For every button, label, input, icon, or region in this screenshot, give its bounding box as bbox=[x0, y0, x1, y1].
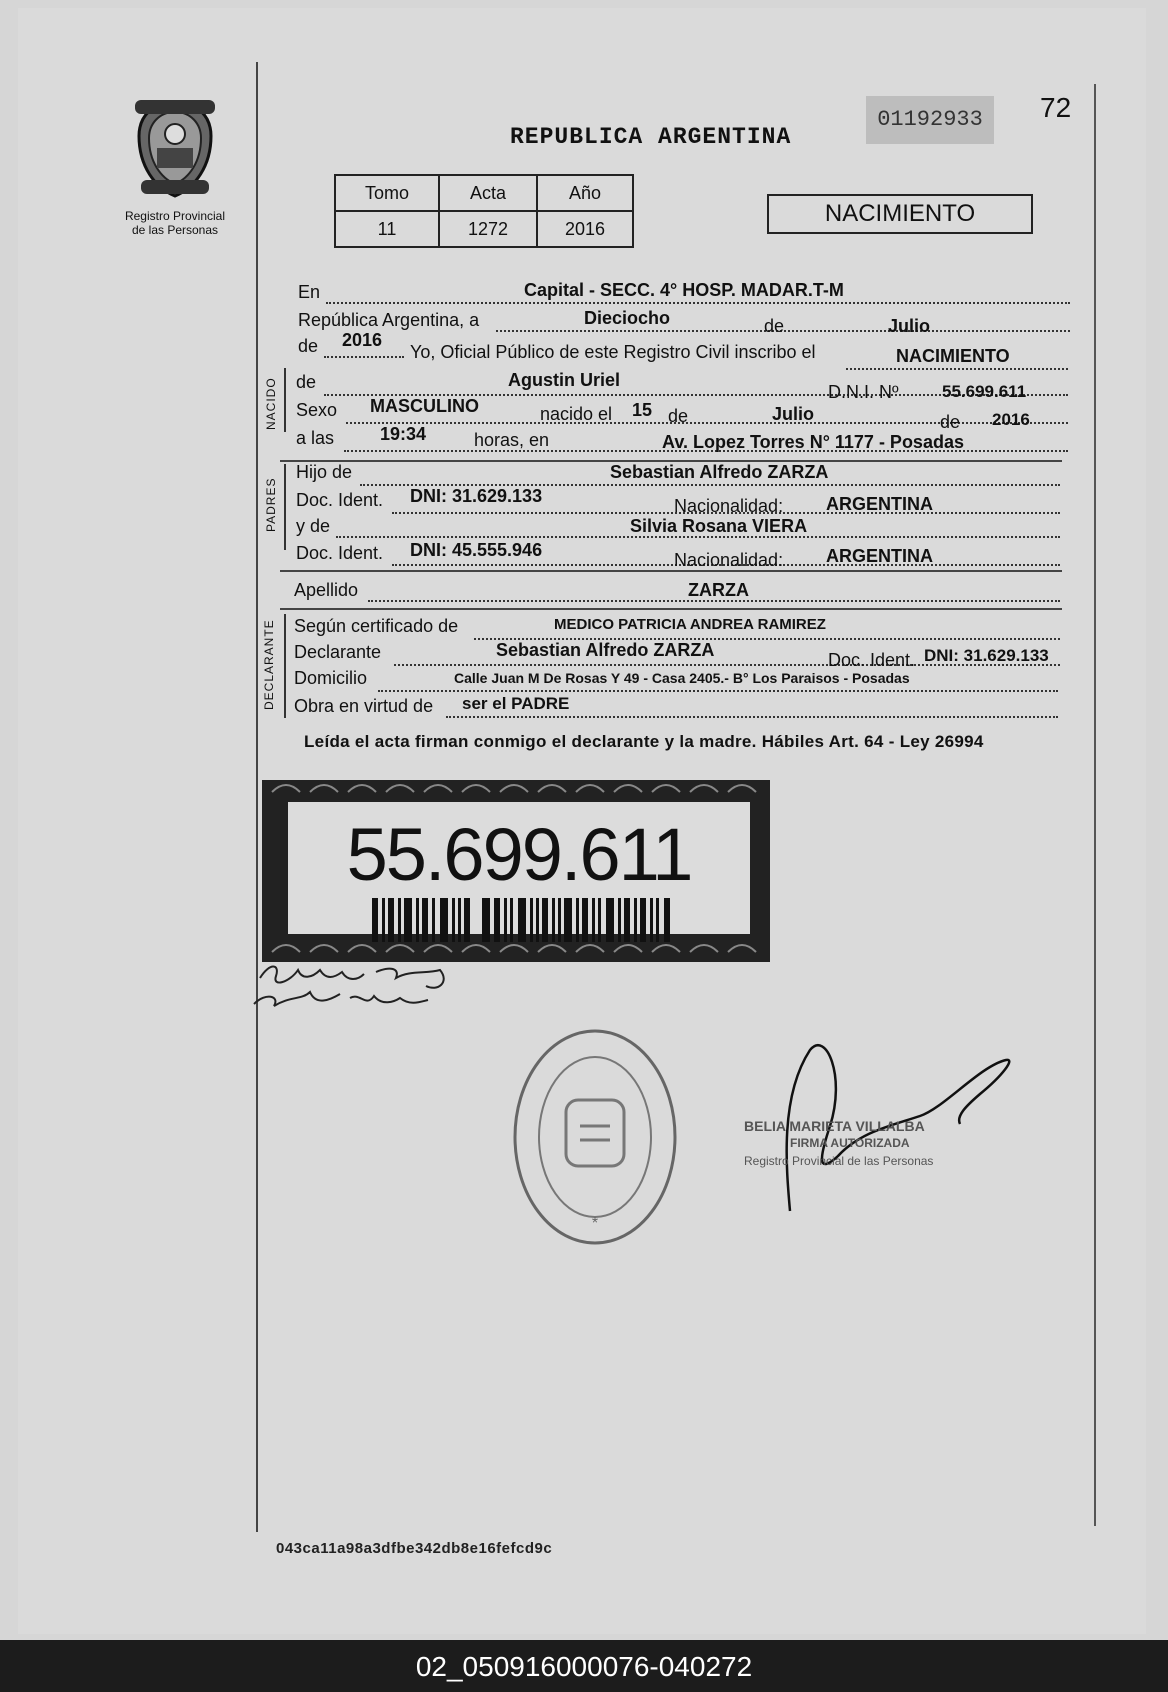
domicilio-label: Domicilio bbox=[294, 668, 368, 688]
document-title: REPUBLICA ARGENTINA bbox=[510, 124, 792, 150]
section-separator bbox=[280, 570, 1062, 572]
year-value: 2016 bbox=[342, 330, 383, 350]
logo-caption-1: Registro Provincial bbox=[124, 209, 226, 223]
declarante-value: Sebastian Alfredo ZARZA bbox=[496, 640, 715, 660]
dotted-line bbox=[378, 690, 1058, 692]
coat-of-arms-icon bbox=[125, 96, 225, 204]
acta-header: Acta bbox=[439, 175, 537, 211]
padres-bar bbox=[284, 464, 286, 550]
en-label: En bbox=[298, 282, 321, 302]
y-de-label: y de bbox=[296, 516, 331, 536]
sexo-label: Sexo bbox=[296, 400, 338, 420]
declarante-side-label: DECLARANTE bbox=[262, 619, 276, 710]
en-value: Capital - SECC. 4° HOSP. MADAR.T-M bbox=[524, 280, 844, 300]
doc3-value: DNI: 31.629.133 bbox=[924, 646, 1049, 665]
apellido-label: Apellido bbox=[294, 580, 359, 600]
nac1-value: ARGENTINA bbox=[826, 494, 933, 514]
nac2-value: ARGENTINA bbox=[826, 546, 933, 566]
horas-label: horas, en bbox=[474, 430, 550, 450]
dotted-line bbox=[324, 356, 404, 358]
dni-barcode-label bbox=[262, 780, 770, 962]
act-type-box: NACIMIENTO bbox=[767, 194, 1033, 234]
padres-side-label: PADRES bbox=[264, 477, 278, 532]
name-value: Agustin Uriel bbox=[508, 370, 621, 390]
obra-value: ser el PADRE bbox=[462, 694, 570, 713]
de5-label: de bbox=[940, 412, 961, 432]
doc3-label: Doc. Ident. bbox=[828, 650, 916, 670]
official-title: FIRMA AUTORIZADA bbox=[790, 1136, 910, 1150]
obra-label: Obra en virtud de bbox=[294, 696, 434, 716]
de3-label: de bbox=[296, 372, 317, 392]
birth-month: Julio bbox=[772, 404, 815, 424]
acta-value: 1272 bbox=[439, 211, 537, 247]
de4-label: de bbox=[668, 406, 689, 426]
inscribo-value: NACIMIENTO bbox=[896, 346, 1010, 366]
left-margin-line bbox=[256, 62, 258, 1532]
barcode-panel bbox=[288, 802, 750, 934]
declarante-label: Declarante bbox=[294, 642, 382, 662]
nacido-el-label: nacido el bbox=[540, 404, 613, 424]
right-margin-line bbox=[1094, 84, 1096, 1526]
serial-number: 01192933 bbox=[866, 96, 994, 144]
hijo-label: Hijo de bbox=[296, 462, 353, 482]
nacido-side-label: NACIDO bbox=[264, 377, 278, 430]
birth-day: 15 bbox=[632, 400, 653, 420]
yo-label: Yo, Oficial Público de este Registro Civil inscribo el bbox=[410, 342, 816, 362]
place-value: Av. Lopez Torres N° 1177 - Posadas bbox=[662, 432, 964, 452]
sexo-value: MASCULINO bbox=[370, 396, 479, 416]
section-separator bbox=[280, 608, 1062, 610]
doc1-value: DNI: 31.629.133 bbox=[410, 486, 543, 506]
page-number: 72 bbox=[1040, 92, 1072, 123]
doc1-label: Doc. Ident. bbox=[296, 490, 384, 510]
nac2-label: Nacionalidad: bbox=[674, 550, 784, 570]
document-hash: 043ca11a98a3dfbe342db8e16fefcd9c bbox=[276, 1540, 553, 1557]
domicilio-value: Calle Juan M De Rosas Y 49 - Casa 2405.- B° Los Paraisos - Posadas bbox=[454, 670, 910, 686]
nac1-label: Nacionalidad: bbox=[674, 496, 784, 516]
official-org: Registro Provincial de las Personas bbox=[744, 1154, 934, 1168]
anio-header: Año bbox=[537, 175, 633, 211]
official-seal-stamp bbox=[510, 1026, 680, 1248]
tomo-value: 11 bbox=[335, 211, 439, 247]
birth-year: 2016 bbox=[992, 410, 1030, 429]
barcode-number: 55.699.611 bbox=[346, 813, 692, 896]
a-las-label: a las bbox=[296, 428, 335, 448]
mother-value: Silvia Rosana VIERA bbox=[630, 516, 808, 536]
official-name: BELIA MARIETA VILLALBA bbox=[744, 1118, 925, 1134]
closing-statement: Leída el acta firman conmigo el declarante y la madre. Hábiles Art. 64 - Ley 26994 bbox=[304, 732, 984, 751]
scan-footer-code: 02_050916000076-040272 bbox=[415, 1651, 753, 1682]
day-value: Dieciocho bbox=[584, 308, 671, 328]
nacido-bar bbox=[284, 368, 286, 432]
de2-label: de bbox=[298, 336, 319, 356]
dni-value: 55.699.611 bbox=[942, 382, 1027, 401]
dotted-line bbox=[846, 368, 1068, 370]
handwritten-signatures bbox=[250, 956, 490, 1026]
svg-text:*: * bbox=[591, 1215, 599, 1232]
declarante-bar bbox=[284, 614, 286, 718]
barcode-bars-icon bbox=[372, 898, 672, 942]
segun-label: Según certificado de bbox=[294, 616, 459, 636]
dotted-line bbox=[446, 716, 1058, 718]
de-label: de bbox=[764, 316, 785, 336]
dotted-line bbox=[326, 302, 1070, 304]
tomo-header: Tomo bbox=[335, 175, 439, 211]
father-value: Sebastian Alfredo ZARZA bbox=[610, 462, 829, 482]
apellido-value: ZARZA bbox=[688, 580, 749, 600]
segun-value: MEDICO PATRICIA ANDREA RAMIREZ bbox=[554, 616, 826, 633]
hour-value: 19:34 bbox=[380, 424, 427, 444]
doc2-value: DNI: 45.555.946 bbox=[410, 540, 543, 560]
doc2-label: Doc. Ident. bbox=[296, 543, 384, 563]
anio-value: 2016 bbox=[537, 211, 633, 247]
logo-caption-2: de las Personas bbox=[131, 223, 219, 237]
month-value: Julio bbox=[888, 316, 931, 336]
registry-logo bbox=[110, 96, 240, 237]
tomo-acta-table bbox=[334, 174, 634, 248]
republica-label: República Argentina, a bbox=[298, 310, 480, 330]
dni-label: D.N.I. Nº bbox=[828, 382, 899, 402]
